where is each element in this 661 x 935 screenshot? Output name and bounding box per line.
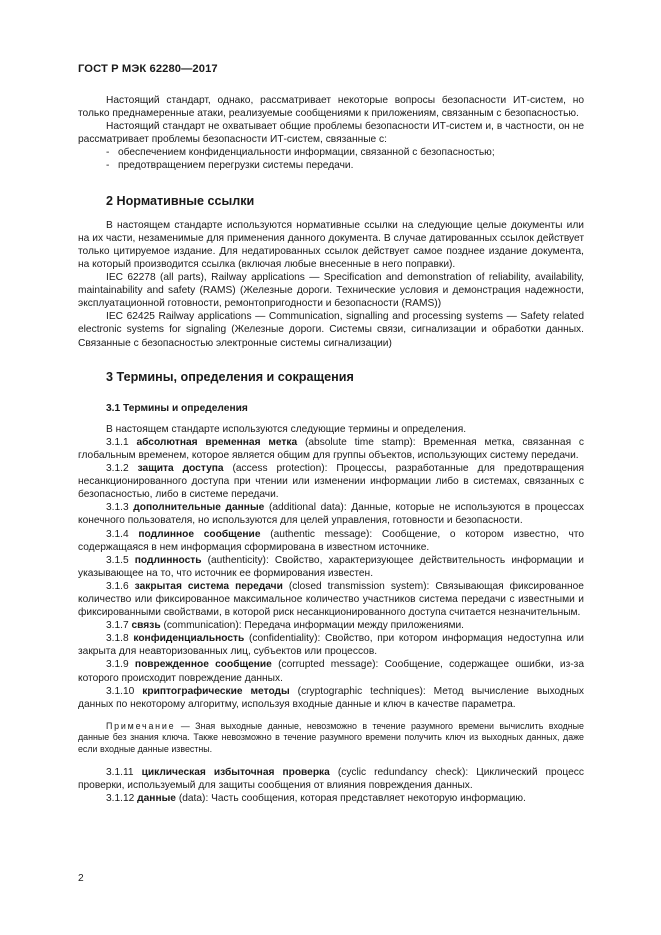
section-3-intro: В настоящем стандарте используются следующие термины и определения. <box>106 423 467 435</box>
term-text: (cyclic redundancy check): Циклический процесс проверки, используемый для защиты сообщения от влияния повреждения данных. <box>78 766 584 791</box>
term-name: данные <box>137 792 176 804</box>
term-number: 3.1.11 <box>106 766 134 778</box>
subsection-3-1-heading: 3.1 Термины и определения <box>106 402 248 414</box>
dash-bullet: - <box>106 147 110 159</box>
term-number: 3.1.1 <box>106 436 129 448</box>
term-definition <box>78 501 584 527</box>
term-number: 3.1.2 <box>106 463 129 475</box>
term-number: 3.1.10 <box>106 685 135 697</box>
note <box>78 721 584 756</box>
term-definition <box>78 658 584 684</box>
section-3-heading: 3 Термины, определения и сокращения <box>106 369 354 384</box>
term-name: поврежденное сообщение <box>134 659 272 671</box>
term-text: (confidentiality): Свойство, при котором информация недоступна или закрыта для неавторизованных лиц, субъектов или процессов. <box>78 633 584 658</box>
term-name: связь <box>131 620 161 632</box>
term-definition <box>78 580 584 619</box>
term-number: 3.1.12 <box>106 792 135 804</box>
term-text: (absolute time stamp): Временная метка, связанная с глобальным временем, которое является общим для группы объектов, использующих систему передачи. <box>78 436 584 461</box>
term-number: 3.1.9 <box>106 659 129 671</box>
list-item: - предотвращением перегрузки системы передачи. <box>106 160 354 172</box>
note-label: Примечание <box>106 720 176 731</box>
term-definition <box>78 554 584 580</box>
term-definition <box>78 462 584 501</box>
term-text: (access protection): Процессы, разработанные для предотвращения несанкционированного доступа при чтении или изменении информации либо в системах, связанных с безопасностью, либо в системе передачи. <box>78 463 585 501</box>
term-definition <box>78 632 584 658</box>
term-name: циклическая избыточная проверка <box>141 766 330 778</box>
term-name: подлинность <box>134 554 202 566</box>
intro-paragraph-1: Настоящий стандарт, однако, рассматривает некоторые вопросы безопасности ИТ-систем, но только преднамеренные атаки, реализуемые сообщениями к приложениям, связанным с безопасностью. <box>78 95 584 120</box>
page-number: 2 <box>78 873 84 884</box>
term-text: (closed transmission system): Связывающая фиксированное количество или фиксированное максимальное количество участников система передачи с известными и фиксированными свойствами, в которой риск несанкционированного доступа считается незначительным. <box>78 580 584 619</box>
term-definition <box>78 792 584 805</box>
term-name: дополнительные данные <box>133 502 265 514</box>
page-header: ГОСТ Р МЭК 62280—2017 <box>78 63 218 75</box>
term-text: (cryptographic techniques): Метод вычисление выходных данных по некоторому алгоритму, используя входные данные и ключ в качестве параметра. <box>78 685 584 710</box>
section-2-heading: 2 Нормативные ссылки <box>106 193 255 208</box>
note-text: — Зная выходные данные, невозможно в течение разумного времени вычислить входные данные без знания ключа. Также невозможно в течение разумного времени получить ключ из выходных данных, даже если входные данные известны. <box>78 720 584 755</box>
dash-bullet: - <box>106 160 110 172</box>
term-definition <box>78 436 584 462</box>
terms-list-continued <box>78 766 584 805</box>
term-text: (corrupted message): Сообщение, содержащее ошибки, из-за которого происходит повреждение данных. <box>78 659 584 684</box>
terms-list <box>78 436 584 711</box>
list-item: - обеспечением конфиденциальности информации, связанной с безопасностью; <box>106 147 495 159</box>
term-number: 3.1.3 <box>106 502 129 514</box>
term-text: (authentic message): Сообщение, о котором известно, что содержащаяся в нем информация сформирована в известном источнике. <box>78 528 585 553</box>
term-name: подлинное сообщение <box>138 528 261 540</box>
intro-paragraph-2: Настоящий стандарт не охватывает общие проблемы безопасности ИТ-систем и, в частности, он не рассматривает проблемы безопасности ИТ-систем, связанные с: <box>78 121 584 146</box>
page-body <box>78 94 584 805</box>
term-text: (authenticity): Свойство, характеризующее действительность информации и указывающее на то, что источник ее формирования известен. <box>78 554 585 579</box>
term-text: (additional data): Данные, которые не используются в процессах конечного пользователя, но используются для целей управления, готовности и безопасности. <box>78 502 584 527</box>
term-name: криптографические методы <box>142 685 290 697</box>
term-name: защита доступа <box>137 463 224 475</box>
term-number: 3.1.8 <box>106 633 129 645</box>
term-number: 3.1.7 <box>106 620 129 632</box>
term-name: абсолютная временная метка <box>136 436 298 448</box>
term-definition <box>78 528 584 554</box>
term-definition <box>78 766 584 792</box>
section-2-paragraph-1: В настоящем стандарте используются нормативные ссылки на следующие целые документы или на их части, незаменимые для применения данного документа. В случае датированных ссылок действует только цитируемое издание. Для недатированных ссылок действует самое позднее издание документа, на который производится ссылка (включая любые внесенные в него поправки). <box>78 219 584 270</box>
term-number: 3.1.5 <box>106 554 129 566</box>
term-definition <box>78 685 584 711</box>
reference-iec-62425: IEC 62425 Railway applications — Communication, signalling and processing systems — Safety related electronic systems for signaling (Железные дороги. Системы связи, сигнализации и обработки данных. Связанные с безопасностью электронные системы сигнализации) <box>78 311 584 349</box>
term-text: (data): Часть сообщения, которая представляет некоторую информацию. <box>178 792 526 804</box>
reference-iec-62278: IEC 62278 (all parts), Railway applications — Specification and demonstration of reliability, availability, maintainability and safety (RAMS) (Железные дороги. Технические условия и демонстрация надежности, эксплуатационной готовности, ремонтопригодности и безопасности (RAMS)) <box>78 272 584 310</box>
term-text: (communication): Передача информации между приложениями. <box>163 620 464 632</box>
term-name: закрытая система передачи <box>134 580 283 592</box>
term-definition <box>78 619 584 632</box>
term-number: 3.1.4 <box>106 528 129 540</box>
term-name: конфиденциальность <box>133 633 245 645</box>
term-number: 3.1.6 <box>106 580 129 592</box>
